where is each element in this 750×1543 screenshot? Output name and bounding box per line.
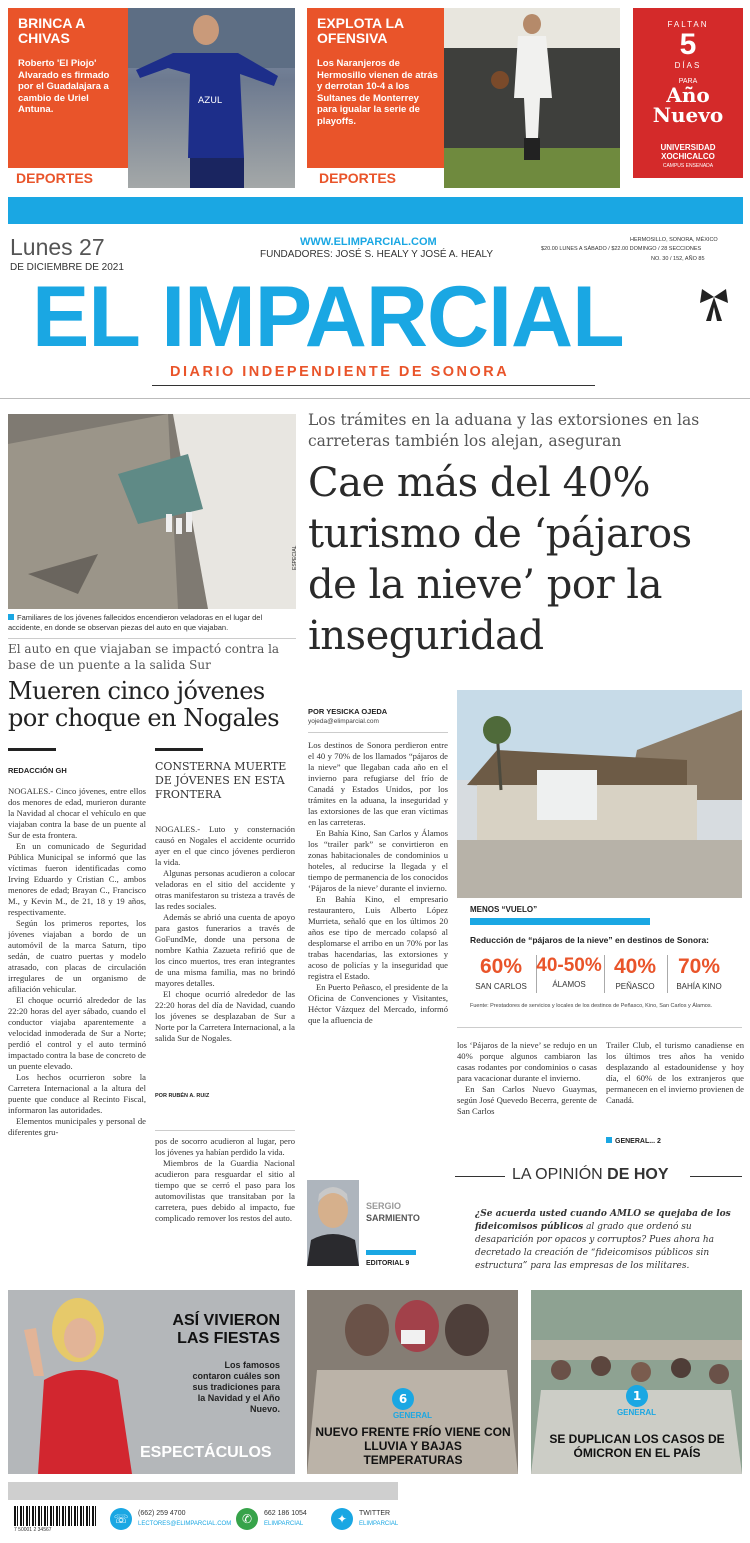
columnist-last-name: SARMIENTO bbox=[366, 1213, 420, 1223]
infographic-bar bbox=[470, 918, 650, 925]
promo-section: GENERAL bbox=[616, 1408, 657, 1417]
columnist-section[interactable]: EDITORIAL 9 bbox=[366, 1260, 410, 1267]
accident-byline: REDACCIÓN GH bbox=[8, 766, 67, 775]
lead-kicker: Los trámites en la aduana y las extorsiones en las carreteras también los alejan, aseguran bbox=[308, 411, 700, 450]
columnist-portrait bbox=[307, 1180, 359, 1266]
trailer-park-photo bbox=[457, 690, 742, 898]
ribbon-icon bbox=[698, 287, 730, 323]
promo-title: EXPLOTA LA OFENSIVA bbox=[317, 15, 404, 46]
newspaper-name: EL IMPARCIAL bbox=[32, 269, 624, 365]
lead-column-1: Los destinos de Sonora perdieron entre el 40 y 70% de los llamados “pájaros de la nieve” que llegaban cada año en el invierno para refugiarse del frío de Canadá y Estados Unidos, por los trámites en la aduana, la inseguridad y las extorsiones de las que eran víctimas en las carreteras. En Bahía Kino, San Carlos y Álamos los “trailer park” se convirtieron en zonas habitacionales de condominios u hoteles, al reducirse la llegada y el tiempo de permanencia de los conocidos ‘Pájaros de la nieve’ durante el invierno. En Bahía Kino, el empresario restaurantero, Luis Alberto López Murrieta, señaló que en los últimos 20 años ese tipo de mercado colapsó al desplomarse el arribo en un 70% por las trabas hacendarias, las extorsiones y acoso de policías y la inseguridad que registra el Estado. En Puerto Peñasco, el presidente de la Oficina de Convenciones y Visitantes, Héctor Vázquez del Mercado, informó que la afluencia de bbox=[308, 740, 448, 1025]
accident-scene-illustration bbox=[8, 414, 296, 609]
ad-days: 5 bbox=[679, 28, 697, 61]
accident-kicker: El auto en que viajaban se impactó contra la base de un puente a la salida Sur bbox=[8, 642, 280, 672]
accident-column-2: pos de socorro acudieron al lugar, pero los jóvenes ya habían perdido la vida. Miembros de la Guardia Nacional acudieron para resguardar el sitio al tiempo que se cerró el paso para los automovilistas que transitaban por la carretera, pues debido al impacto, fue complicado remover los restos del auto. bbox=[155, 1136, 295, 1223]
issue-number: NO. 30 / 152, AÑO 85 bbox=[651, 256, 705, 262]
caption-bullet-icon bbox=[8, 614, 14, 620]
lead-jump[interactable] bbox=[606, 1137, 661, 1145]
twitter-handle[interactable]: ELIMPARCIAL bbox=[359, 1521, 399, 1527]
promo-card-entertainment[interactable] bbox=[8, 1290, 295, 1474]
lead-email[interactable]: yojeda@elimparcial.com bbox=[308, 718, 379, 725]
opinion-header-bold: DE HOY bbox=[607, 1166, 669, 1183]
accident-photo bbox=[8, 414, 296, 609]
lead-jump-text: GENERAL... 2 bbox=[615, 1138, 661, 1145]
price: $20.00 LUNES A SÁBADO / $22.00 DOMINGO / 28 SECCIONES bbox=[541, 246, 702, 252]
svg-text:AZUL: AZUL bbox=[198, 96, 222, 106]
whatsapp-label: ELIMPARCIAL bbox=[264, 1521, 304, 1527]
opinion-rest: al grado que ordenó su desaparición por opacos y corruptos? Pues ahora ha decretado la creación de “fideicomisos públicos sin estructura” para las empresas de los militares. bbox=[475, 1222, 715, 1271]
ad-sponsor: UNIVERSIDAD XOCHICALCO bbox=[660, 143, 716, 161]
twitter-icon: ✦ bbox=[331, 1508, 353, 1530]
infographic-subtitle: Reducción de “pájaros de la nieve” en destinos de Sonora: bbox=[470, 935, 710, 945]
site-url[interactable]: WWW.ELIMPARCIAL.COM bbox=[300, 236, 437, 248]
countdown-ad[interactable] bbox=[633, 8, 743, 178]
contact-phone[interactable]: (662) 259 4700 bbox=[138, 1510, 186, 1517]
accident-column-1: NOGALES.- Cinco jóvenes, entre ellos dos menores de edad, murieron durante la Navidad al chocar el vehículo en que viajaban contra la base de un puente al Sur de esta frontera. En un comunicado de Seguridad Pública Municipal se informó que las víctimas fueron identificadas como Irving Eduardo y Cristian C., ambos menores de edad; Brayan C., Francisco M., y Kevin M., de 21, 18 y 19 años, respectivamente. Según los primeros reportes, los jóvenes viajaban a bordo de un automóvil de la marca Saturn, tipo sedán, de cuatro puertas y modelo atrasado, con placas de circulación irregulares de un organismo de afiliación vehicular. El choque ocurrió alrededor de las 22:20 horas del ayer sábado, cuando el conductor viajaba aparentemente a velocidad inmoderada de Sur a Norte; perdió el control y el auto terminó impactado contra la base de concreto de un puente elevado. Los hechos ocurrieron sobre la Carretera Internacional a la altura del puente que conduce al Recinto Fiscal, informaron las autoridades. Elementos municipales y personal de diferentes gru- bbox=[8, 786, 146, 1137]
baseball-photo bbox=[444, 8, 620, 188]
issue-date: DE DICIEMBRE DE 2021 bbox=[10, 262, 124, 273]
promo-card-weather[interactable] bbox=[307, 1290, 518, 1474]
opinion-header-text: LA OPINIÓN bbox=[512, 1166, 603, 1183]
promo-section: DEPORTES bbox=[8, 168, 128, 188]
columnist-photo bbox=[307, 1180, 359, 1266]
opinion-excerpt[interactable] bbox=[475, 1208, 743, 1273]
ad-faltan: FALTAN bbox=[667, 20, 709, 29]
lead-column-3: Trailer Club, el turismo canadiense en los últimos tres años ha venido desplazando al estadounidense y hoy día, el 60% de los extranjeros que permanecen en el invierno provienen de Canadá. bbox=[606, 1040, 744, 1105]
opinion-lead: ¿Se acuerda usted cuando AMLO se quejaba de los fideicomisos públicos bbox=[475, 1209, 731, 1232]
city: HERMOSILLO, SONORA, MÉXICO bbox=[630, 237, 718, 243]
accident-headline[interactable]: Mueren cinco jóvenes por choque en Nogales bbox=[8, 677, 280, 732]
jump-bullet-icon bbox=[606, 1137, 612, 1143]
infographic-source: Fuente: Prestadores de servicios y locales de los destinos de Peñasco, Kino, San Carlos y Álamos. bbox=[470, 1003, 713, 1009]
lead-column-2: los ‘Pájaros de la nieve’ se redujo en un 40% porque algunos cambiaron las casas rodantes por condominios o casas para vacacionar durante el invierno. En San Carlos Nuevo Guaymas, según José Quevedo Becerra, gerente de San Carlos bbox=[457, 1040, 597, 1116]
ad-para: PARA bbox=[678, 78, 698, 85]
whatsapp-icon: ✆ bbox=[236, 1508, 258, 1530]
promo-card[interactable] bbox=[307, 8, 444, 168]
gray-footer-band bbox=[8, 1482, 398, 1500]
barcode-number: 7 50001 2 34567 bbox=[14, 1527, 52, 1533]
sidebar-box-column: NOGALES.- Luto y consternación causó en Nogales el accidente ocurrido ayer en el que cinco jóvenes perdieron la vida. Algunas personas acudieron a colocar veladoras en el sitio del accidente y otras manifestaron su tristeza a través de las redes sociales. Además se abrió una cuenta de apoyo para gastos funerarios a través de GoFundMe, donde una persona de nombre Kathia Zazueta refirió que de los cinco muertos, tres eran integrantes de una misma familia, mas no brindó mayores detalles. El choque ocurrió alrededor de las 22:20 horas del día de Navidad, cuando los jóvenes se desplazaban de Sur a Norte por la Carretera Internacional, a la salida Sur de Nogales. bbox=[155, 824, 295, 1043]
promo-section: ESPECTÁCULOS bbox=[140, 1444, 272, 1461]
stat-bahia-kino: 70% BAHÍA KINO bbox=[676, 955, 722, 991]
accident-caption bbox=[8, 613, 296, 633]
top-blue-band bbox=[8, 197, 743, 224]
contact-email[interactable]: LECTORES@ELIMPARCIAL.COM bbox=[138, 1521, 232, 1527]
opinion-header bbox=[512, 1166, 669, 1184]
promo-section: GENERAL bbox=[392, 1411, 433, 1420]
infographic-title: MENOS “VUELO” bbox=[470, 905, 538, 914]
promo-title: NUEVO FRENTE FRÍO VIENE CON LLUVIA Y BAJAS TEMPERATURAS bbox=[315, 1425, 511, 1467]
phone-icon: ☏ bbox=[110, 1508, 132, 1530]
whatsapp-number[interactable]: 662 186 1054 bbox=[264, 1510, 307, 1517]
founders: FUNDADORES: JOSÉ S. HEALY Y JOSÉ A. HEALY bbox=[260, 249, 494, 260]
soccer-player-illustration bbox=[128, 8, 295, 188]
issue-day: Lunes 27 bbox=[10, 234, 105, 260]
promo-card[interactable] bbox=[8, 8, 128, 168]
baseball-player-illustration bbox=[444, 8, 620, 188]
sidebar-box-title[interactable]: CONSTERNA MUERTE DE JÓVENES EN ESTA FRONTERA bbox=[155, 760, 287, 801]
lead-headline[interactable]: Cae más del 40% turismo de ‘pájaros de la nieve’ por la inseguridad bbox=[308, 460, 692, 659]
twitter-label: TWITTER bbox=[359, 1510, 391, 1517]
promo-card-omicron[interactable] bbox=[531, 1290, 742, 1474]
promo-text: Los famosos contaron cuáles son sus tradiciones para la Navidad y el Año Nuevo. bbox=[192, 1360, 280, 1414]
promo-text: Roberto 'El Piojo' Alvarado es firmado por el Guadalajara a cambio de Uriel Antuna. bbox=[18, 58, 110, 115]
promo-title: BRINCA A CHIVAS bbox=[18, 15, 85, 46]
section-number-icon: 1 bbox=[626, 1385, 648, 1407]
stat-penasco: 40% PEÑASCO bbox=[613, 955, 657, 991]
section-number-icon: 6 bbox=[392, 1388, 414, 1410]
stat-san-carlos: 60% SAN CARLOS bbox=[475, 955, 527, 991]
columnist-bar bbox=[366, 1250, 416, 1255]
ad-event: Año Nuevo bbox=[652, 83, 724, 127]
soccer-photo bbox=[128, 8, 295, 188]
barcode bbox=[14, 1506, 96, 1526]
sidebar-box-byline: POR RUBÉN A. RUIZ bbox=[155, 1093, 210, 1099]
promo-title: SE DUPLICAN LOS CASOS DE ÓMICRON EN EL PAÍS bbox=[549, 1432, 725, 1460]
stat-alamos: 40-50% ÁLAMOS bbox=[536, 955, 602, 989]
photo-credit: ESPECIAL bbox=[292, 545, 298, 570]
caption-text: Familiares de los jóvenes fallecidos encendieron veladoras en el lugar del accidente, en donde se observan piezas del auto en que viajaban. bbox=[8, 613, 263, 632]
trailer-park-illustration bbox=[457, 690, 742, 898]
lead-byline: POR YESICKA OJEDA bbox=[308, 707, 388, 716]
ad-dias: DÍAS bbox=[674, 61, 702, 70]
promo-text: Los Naranjeros de Hermosillo vienen de atrás y derrotan 10-4 a los Sultanes de Monterrey para igualar la serie de playoffs. bbox=[317, 58, 438, 127]
ad-campus: CAMPUS ENSENADA bbox=[662, 163, 714, 169]
tagline: DIARIO INDEPENDIENTE DE SONORA bbox=[170, 364, 510, 380]
promo-section: DEPORTES bbox=[307, 168, 444, 188]
promo-title: ASÍ VIVIERON LAS FIESTAS bbox=[172, 1312, 280, 1347]
columnist-first-name: SERGIO bbox=[366, 1201, 402, 1211]
